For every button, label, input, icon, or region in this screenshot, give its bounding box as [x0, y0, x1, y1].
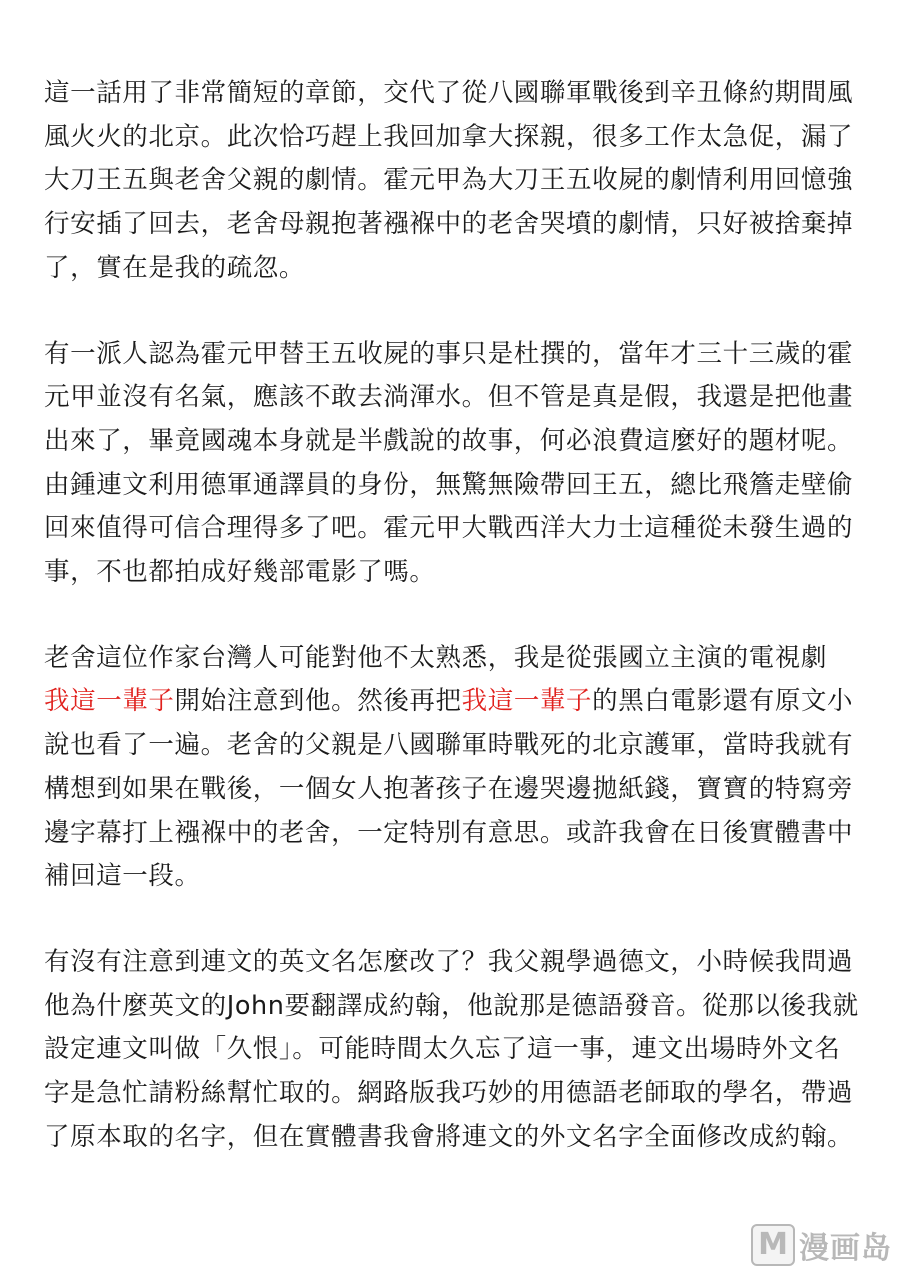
- text-segment: 有一派人認為霍元甲替王五收屍的事只是杜撰的，當年才三十三歲的霍: [44, 338, 854, 369]
- text-segment: 行安插了回去，老舍母親抱著襁褓中的老舍哭墳的劇情，只好被捨棄掉: [44, 209, 854, 240]
- highlighted-title-text: 我這一輩子: [44, 686, 175, 717]
- text-segment: 的黑白電影還有原文小: [592, 686, 854, 717]
- text-segment: 邊字幕打上襁褓中的老舍，一定特別有意思。或許我會在日後實體書中: [44, 817, 854, 848]
- text-line: [44, 768, 859, 812]
- text-line: [44, 812, 859, 856]
- text-segment: 大刀王五與老舍父親的劇情。霍元甲為大刀王五收屍的劇情利用回憶強: [44, 165, 854, 196]
- text-segment: 有沒有注意到連文的英文名怎麼改了？我父親學過德文，小時候我問過: [44, 946, 854, 977]
- text-line: [44, 72, 859, 116]
- watermark-text: 漫画岛: [799, 1231, 892, 1266]
- text-segment: 事，不也都拍成好幾部電影了嗎。: [44, 557, 436, 588]
- text-line: [44, 941, 859, 985]
- text-segment: 了，實在是我的疏忽。: [44, 252, 306, 283]
- text-line: [44, 680, 859, 724]
- text-segment: 開始注意到他。然後再把: [174, 686, 462, 717]
- text-line: [44, 247, 859, 291]
- text-line: [44, 333, 859, 377]
- article-body: [44, 72, 859, 1201]
- text-segment: 老舍這位作家台灣人可能對他不太熟悉，我是從張國立主演的電視劇: [44, 642, 828, 673]
- text-line: [44, 551, 859, 595]
- text-segment: 他為什麼英文的John要翻譯成約翰，他說那是德語發音。從那以後我就: [44, 990, 859, 1021]
- text-line: [44, 724, 859, 768]
- paragraph: [44, 333, 859, 595]
- text-line: [44, 1116, 859, 1160]
- text-segment: 元甲並沒有名氣，應該不敢去淌渾水。但不管是真是假，我還是把他畫: [44, 382, 854, 413]
- highlighted-title-text: 我這一輩子: [461, 686, 593, 717]
- text-line: [44, 203, 859, 247]
- site-watermark: [751, 1223, 892, 1267]
- text-segment: 說也看了一遍。老舍的父親是八國聯軍時戰死的北京護軍，當時我就有: [44, 730, 854, 761]
- paragraph: [44, 637, 859, 899]
- text-line: [44, 116, 859, 160]
- text-segment: 補回這一段。: [44, 861, 201, 892]
- text-segment: 出來了，畢竟國魂本身就是半戲說的故事，何必浪費這麼好的題材呢。: [44, 425, 854, 456]
- text-segment: 由鍾連文利用德軍通譯員的身份，無驚無險帶回王五，總比飛簷走壁偷: [44, 469, 854, 500]
- text-line: [44, 376, 859, 420]
- paragraph: [44, 72, 859, 291]
- text-line: [44, 420, 859, 464]
- text-line: [44, 637, 859, 681]
- text-segment: 設定連文叫做「久恨」。可能時間太久忘了這一事，連文出場時外文名: [44, 1034, 841, 1065]
- text-segment: 回來值得可信合理得多了吧。霍元甲大戰西洋大力士這種從未發生過的: [44, 513, 854, 544]
- text-line: [44, 159, 859, 203]
- text-line: [44, 1028, 859, 1072]
- text-line: [44, 507, 859, 551]
- text-line: [44, 985, 859, 1029]
- text-line: [44, 1072, 859, 1116]
- paragraph: [44, 941, 859, 1160]
- text-segment: 了原本取的名字，但在實體書我會將連文的外文名字全面修改成約翰。: [44, 1121, 854, 1152]
- text-segment: 風火火的北京。此次恰巧趕上我回加拿大探親，很多工作太急促，漏了: [44, 121, 854, 152]
- text-line: [44, 464, 859, 508]
- text-line: [44, 855, 859, 899]
- watermark-logo-icon: M: [751, 1224, 795, 1266]
- text-segment: 構想到如果在戰後，一個女人抱著孩子在邊哭邊拋紙錢，寶寶的特寫旁: [44, 773, 854, 804]
- text-segment: 這一話用了非常簡短的章節，交代了從八國聯軍戰後到辛丑條約期間風: [44, 78, 854, 108]
- text-segment: 字是急忙請粉絲幫忙取的。網路版我巧妙的用德語老師取的學名，帶過: [44, 1078, 854, 1109]
